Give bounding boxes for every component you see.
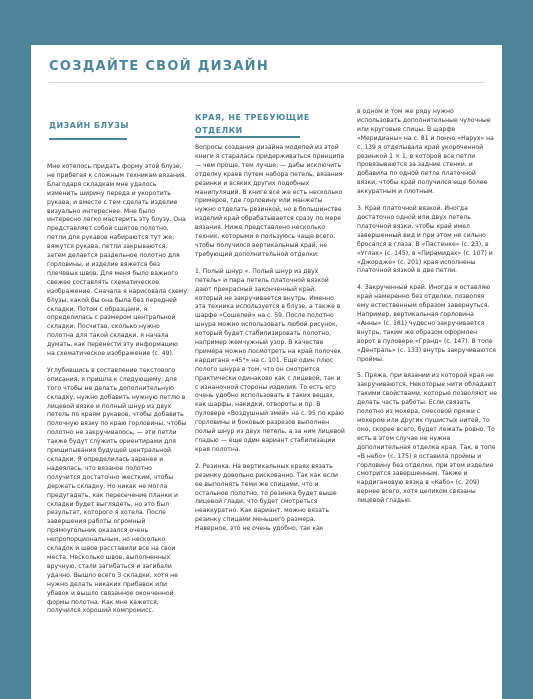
page-sheet [31,45,502,699]
column-middle [195,144,345,542]
body-paragraph: 5. Пряжа, при вязании из которой края не закручиваются. Некоторые нити обладают такими свойствами, которые позволяют не делать часть работы. Если связать полотно из мохера, смесовой пряжи с мохером или других пушистых нитей, то оно, скорее всего, будет лежать ровно. То есть в этом случае не нужна дополнительная отделка края. Так, в топе «В небо» (с. 175) я оставила проймы и горловину без отделки, при этом изделие смотрится завершенным. Также и кардигановую вязка в «Кабо» (с. 209) вернее всего, хотя целиком связаны лицевой гладью. [357,372,497,505]
heading-underline [49,138,127,140]
column-right [357,108,497,514]
body-paragraph: 1. Полый шнур «. Полый шнур из двух петель» и пара петель платочной вязкой дают прекрасный законченный край, который не закручивается внутрь. Именно эта техника используется в блузе, а также в шарфе «Сошелей» на с. 59. После полотно шнура можно использовать любой рисунок, который будет стабилизировать полотно, например жемчужный узор. В качестве примера можно посмотреть на край полочек кардигана «45°» на с. 101. Еще один плюс полого шнура в том, что он смотрится практически одинаково как с лицевой, так и с изнаночной стороны изделия. То есть его очень удобно использовать в таких вещах, как шарфы, накидки, отвороты и пр. В пуловере «Воздушный змей» на с. 95 по краю горловины и боковых разрезов выполнен полый шнур из двух петель, а за ним лицевой гладью — еще один вариант стабилизации края полотна. [195,267,345,453]
heading-line: КРАЯ, НЕ ТРЕБУЮЩИЕ [195,113,310,122]
body-paragraph: Мне хотелось придать форму этой блузе, не прибегая к сложным техникам вязания. Благодаря складкам мне удалось изменить ширину переда и укоротить рукава, и вместе с тем сделать изделие визуально интереснее. Мне было интересно легко мастерить эту блузу. Она представляет собой сшитое полотно, петли для рукавов набираются тут же, вяжутся рукава, петли закрываются, затем делается раздельное полотно для горловины, и изделие вяжется без плечевых швов. Для меня было важного свежее составлять схематическое изображение. Сначала я нарисовала схему блузы, какой бы она была без передней складки. Потом с образцами, я определилась с размером центральной складки. Посчитав, сколько нужно полотна для такой складки, я начала думать, как перенести эту информацию на схематическое изображение (с. 49). [47,163,187,358]
body-paragraph: 4. Закрученный край. Иногда я оставляю край намеренно без отделки, позволяя ему естественным образом завернуться. Например, вертикальная горловина «Анны» (с. 181) чудесно закручивается внутрь, таким же образом оформлен ворот в пуловере «Гранд» (с. 147). В топе «Дентраль» (с. 133) внутрь закручиваются проймы. [357,284,496,363]
section-heading-edges [195,111,310,137]
heading-line: ОТДЕЛКИ [195,126,243,135]
body-paragraph: Углубившись в составление текстового описания, я пришла к следующему: для того чтобы не делать дополнительную складку, нужно добавить нужную петлю в лицевой вязке и полный шнур из двух петель по краям рукавов, чтобы добавить полочную вязку по краю горловины, чтобы полотно не закручивалось, — эти петли также будут служить ориентирами для прищипывания будущей центральной складки. Я определилась заранее и надеялась, что вязаное полотно получится достаточно жестким, чтобы держать складку. Но никак не могла предугадать, как пересечение планки и складки будет выглядеть, но это был результат, которого я хотела. После завершения работы огромный прямоугольник оказался очень непропорциональным, но несколько складок и швов расставили все на свои места. Несколько швов, выполненных вручную, стали загибаться и загибали удачно. Вышло всего 3 складки, хотя не нужно делать никаких прибавок или убавок и вышло связанное оконченной формы полотна. Как мне кажется, получился хороший компромисс. [47,366,187,615]
page-title: СОЗДАЙТЕ СВОЙ ДИЗАЙН [49,59,270,74]
body-paragraph: в одном и том же ряду нужно использовать дополнительные чулочные или круговые спицы. В шарфе «Меридианы» на с. 81 и пончо «Нарух» на с. 139 я отделывала край укороченной резинкой 1 × 1, в которой все петли провязываются за задние стенки, и добавила по одной петле платочной вязки, чтобы край получился еще более аккуратным и плотным. [357,108,494,196]
body-paragraph: 3. Край платочной вязкой. Иногда достаточно одной или двух петель платочной вязки, чтобы край имел завершенный вид и при этом не сильно бросался в глаза. В «Пастенке» (с. 23), в «Углах» (с. 145), в «Пирамидах» (с. 107) и «Джордже» (с. 201) края исполнены платочной вязкой в две петли. [357,205,493,275]
column-left [47,163,187,624]
body-paragraph: 2. Резинка. На вертикальных краях вязать резинку довольно рискованно. Так как если ее выполнять теми же спицами, что и остальное полотно, то резинка будет выше лицевой глади, что будет смотреться неаккуратно. Как вариант, можно вязать резинку спицами меньшего размера. Наверное, это не очень удобно, так как [195,462,338,533]
body-paragraph: Вопросы создания дизайна моделей из этой книги я старалась придерживаться принципа — чем проще, тем лучше, — дабы исключить отделку краев путем набора петель, вязания резинки и всяких других подобных манипуляций. В книге все же есть несколько примеров, где горловину или манжеты нужно отделать резинкой, но в большинстве изделий край обрабатывается сразу по мере вязания. Ниже представлено несколько техник, которыми я пользуюсь чаще всего, чтобы получился вертикальный край, не требующий дополнительной отделки: [195,144,345,258]
title-divider [49,82,485,83]
heading-underline [195,136,300,138]
section-heading-blouse-design: ДИЗАЙН БЛУЗЫ [49,121,130,130]
